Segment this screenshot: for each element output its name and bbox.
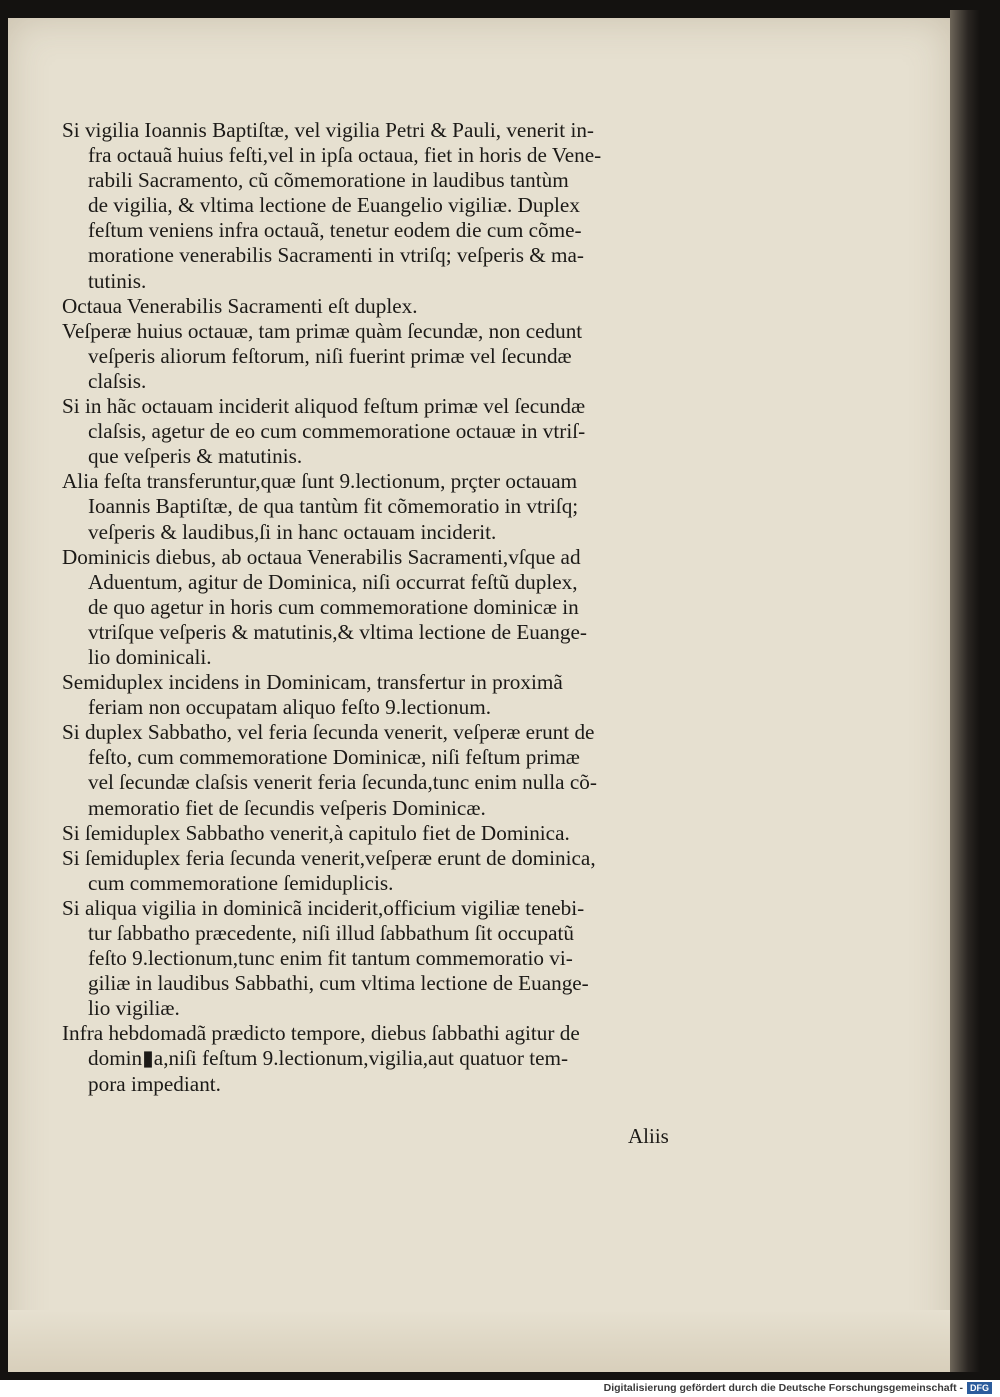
page-bottom-shade <box>8 1310 950 1372</box>
digitization-footer <box>604 1381 992 1395</box>
paragraph-si-in-hanc: Si in hãc octauam inciderit aliquod feſtum primæ vel ſecundæ claſsis, agetur de eo cum commemoratione octauæ in vtriſ- que veſperis & matutinis. <box>62 394 586 469</box>
paragraph-aliqua-vigilia: Si aliqua vigilia in dominicã inciderit,officium vigiliæ tenebi- tur ſabbatho præcedente, niſi illud ſabbathum ſit occupatũ feſto 9.lectionum,tunc enim fit tantum commemoratio vi- giliæ in laudibus Sabbathi, cum vltima lectione de Euange- lio vigiliæ. <box>62 895 589 1021</box>
page-edge-shadow <box>950 10 980 1372</box>
paragraph-octaua-duplex: Octaua Venerabilis Sacramenti eſt duplex. <box>62 293 418 318</box>
catchword: Aliis <box>628 1124 669 1148</box>
paragraph-vesperae: Veſperæ huius octauæ, tam primæ quàm ſecundæ, non cedunt veſperis aliorum feſtorum, niſi fuerint primæ vel ſecundæ claſsis. <box>62 318 583 393</box>
paragraph-semiduplex-incidens: Semiduplex incidens in Dominicam, transfertur in proximã feriam non occupatam aliquo feſto 9.lectionum. <box>62 670 563 720</box>
paragraph-dominicis-diebus: Dominicis diebus, ab octaua Venerabilis Sacramenti,vſque ad Aduentum, agitur de Dominica, niſi occurrat feſtũ duplex, de quo agetur in horis cum commemoratione dominicæ in vtriſque veſperis & matutinis,& vltima lectione de Euange- lio dominicali. <box>62 544 587 669</box>
paragraph-semiduplex-feria: Si ſemiduplex feria ſecunda venerit,veſperæ erunt de dominica, cum commemoratione ſemiduplicis. <box>62 845 596 895</box>
paragraph-alia-festa: Alia feſta transferuntur,quæ ſunt 9.lectionum, prçter octauam Ioannis Baptiſtæ, de qua tantùm fit cõmemoratio in vtriſq; veſperis & laudibus,ſi in hanc octauam inciderit. <box>62 469 579 544</box>
paragraph-si-duplex: Si duplex Sabbatho, vel feria ſecunda venerit, veſperæ erunt de feſto, cum commemoratione Dominicæ, niſi feſtum primæ vel ſecundæ claſsis venerit feria ſecunda,tunc enim nulla cõ- memoratio fiet de ſecundis veſperis Dominicæ. <box>62 720 597 820</box>
paragraph-semiduplex-sabbatho: Si ſemiduplex Sabbatho venerit,à capitulo fiet de Dominica. <box>62 820 570 845</box>
paragraph-infra-hebdomadam: Infra hebdomadã prædicto tempore, diebus ſabbathi agitur de domin▮a,niſi feſtum 9.lectionum,vigilia,aut quatuor tem- pora impediant. <box>62 1021 580 1096</box>
body-text <box>62 118 702 1097</box>
dfg-logo: DFG <box>967 1382 992 1394</box>
footer-credit: Digitalisierung gefördert durch die Deutsche Forschungsgemeinschaft - <box>603 1382 963 1394</box>
paragraph-vigilia-ioannis: Si vigilia Ioannis Baptiſtæ, vel vigilia Petri & Pauli, venerit in- fra octauã huius feſti,vel in ipſa octaua, fiet in horis de Vene- rabili Sacramento, cũ cõmemoratione in laudibus tantùm de vigilia, & vltima lectione de Euangelio vigiliæ. Duplex feſtum veniens infra octauã, tenetur eodem die cum cõme- moratione venerabilis Sacramenti in vtriſq; veſperis & ma- tutinis. <box>62 118 602 293</box>
